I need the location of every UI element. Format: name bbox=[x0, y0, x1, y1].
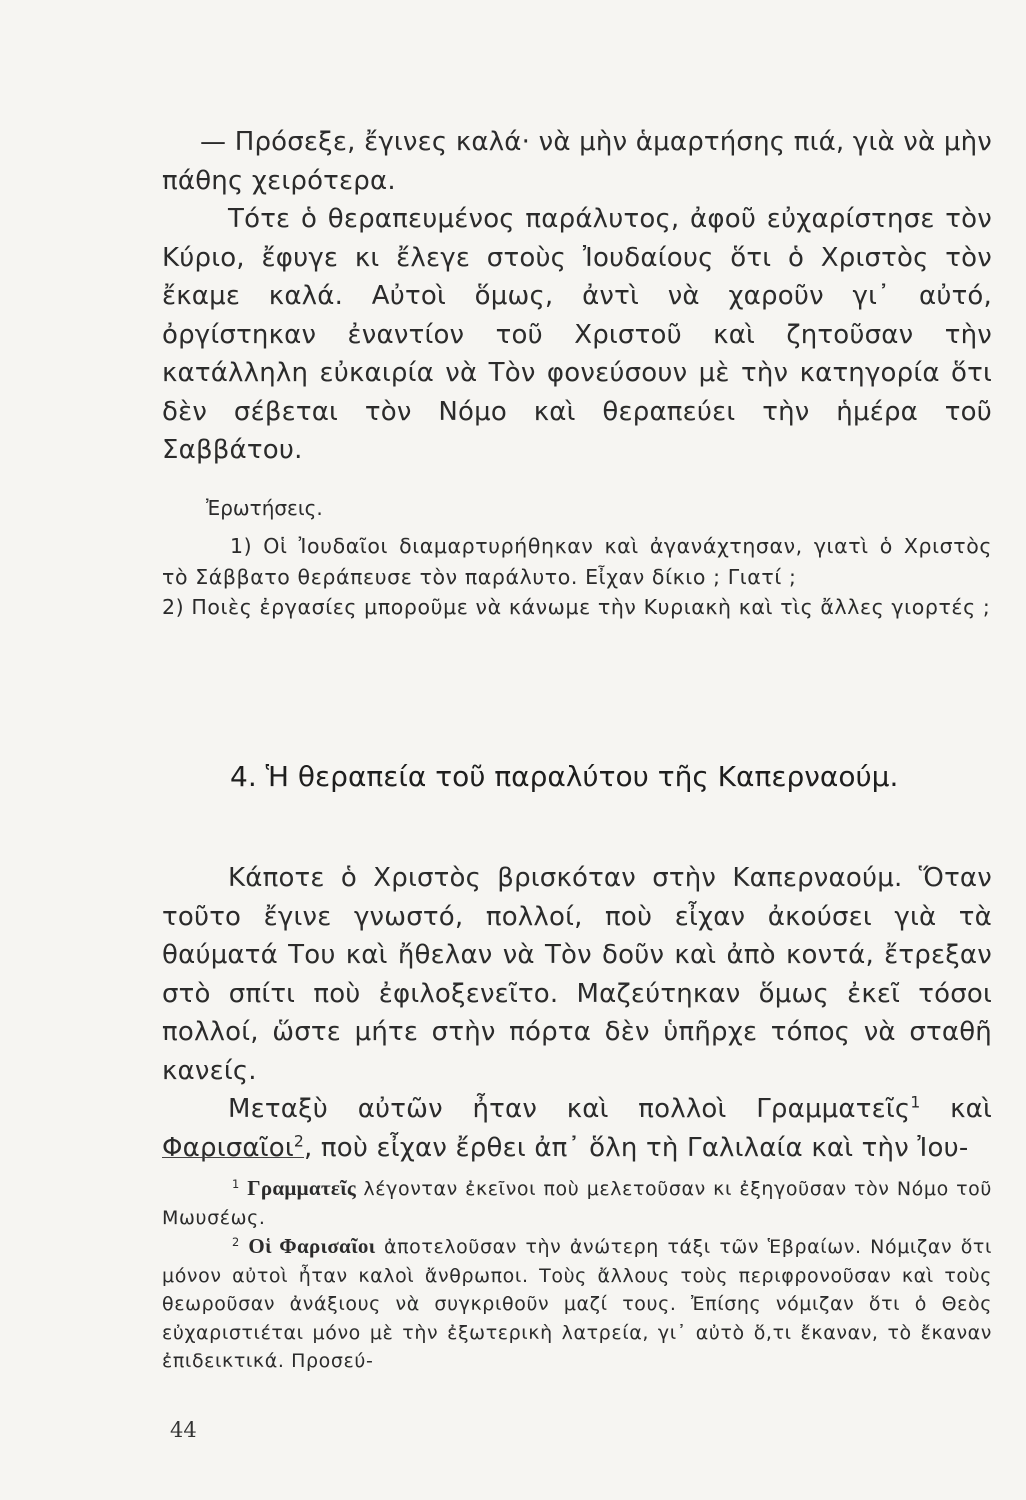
section-title: 4. Ἡ θεραπεία τοῦ παραλύτου τῆς Καπερναούμ. bbox=[230, 760, 899, 793]
footnotes bbox=[162, 1174, 992, 1376]
section-paragraph-1: Κάποτε ὁ Χριστὸς βρισκόταν στὴν Καπερναούμ. Ὅταν τοῦτο ἔγινε γνωστό, πολλοί, ποὺ εἶχαν ἀκούσει γιὰ τὰ θαύματά Του καὶ ἤθελαν νὰ Τὸν δοῦν καὶ ἀπὸ κοντά, ἔτρεξαν στὸ σπίτι ποὺ ἐφιλοξενεῖτο. Μαζεύτηκαν ὅμως ἐκεῖ τόσοι πολλοί, ὥστε μήτε στὴν πόρτα δὲν ὑπῆρχε τόπος νὰ σταθῆ κανείς. bbox=[162, 863, 992, 1086]
intro-text bbox=[162, 123, 992, 470]
questions-list bbox=[162, 531, 992, 623]
footnote-divider bbox=[162, 1157, 304, 1158]
question-2: 2) Ποιὲς ἐργασίες μποροῦμε νὰ κάνωμε τὴν Κυριακὴ καὶ τὶς ἄλλες γιορτές ; bbox=[162, 595, 991, 619]
footnote-ref-1: 1 bbox=[910, 1093, 921, 1112]
paragraph-2-part-a: Μεταξὺ αὐτῶν ἦταν καὶ πολλοὶ Γραμματεῖς bbox=[228, 1094, 911, 1124]
footnote-1-text: λέγονταν ἐκεῖνοι ποὺ μελετοῦσαν κι ἐξηγοῦσαν τὸν Νόμο τοῦ Μωυσέως. bbox=[162, 1178, 992, 1229]
footnote-2 bbox=[162, 1232, 992, 1376]
paragraph-2-part-b: καὶ Φαρισαῖοι bbox=[162, 1094, 992, 1163]
footnote-2-text: ἀποτελοῦσαν τὴν ἀνώτερη τάξι τῶν Ἑβραίων. Νόμιζαν ὅτι μόνον αὐτοὶ ἦταν καλοὶ ἄνθρωποι. Τοὺς ἄλλους τοὺς περιφρονοῦσαν καὶ τοὺς θεωροῦσαν ἀνάξιους νὰ συγκριθοῦν μαζί τους. Ἐπίσης νόμιζαν ὅτι ὁ Θεὸς εὐχαριστιέται μόνο μὲ τὴν ἐξωτερικὴ λατρεία, γι᾽ αὐτὸ ὅ,τι ἔκαναν, τὸ ἔκαναν ἐπιδεικτικά. Προσεύ- bbox=[162, 1236, 992, 1372]
question-1: 1) Οἱ Ἰουδαῖοι διαμαρτυρήθηκαν καὶ ἀγανάχτησαν, γιατὶ ὁ Χριστὸς τὸ Σάββατο θεράπευσε τὸν παράλυτο. Εἶχαν δίκιο ; Γιατί ; bbox=[162, 534, 992, 589]
footnote-1 bbox=[162, 1174, 992, 1232]
page-number: 44 bbox=[170, 1418, 197, 1442]
footnote-1-number: 1 bbox=[232, 1177, 240, 1192]
footnote-1-term: Γραμματεῖς bbox=[247, 1176, 357, 1200]
intro-paragraph-2: Τότε ὁ θεραπευμένος παράλυτος, ἀφοῦ εὐχαρίστησε τὸν Κύριο, ἔφυγε κι ἔλεγε στοὺς Ἰουδαίους ὅτι ὁ Χριστὸς τὸν ἔκαμε καλά. Αὐτοὶ ὅμως, ἀντὶ νὰ χαροῦν γι᾽ αὐτό, ὀργίστηκαν ἐναντίον τοῦ Χριστοῦ καὶ ζητοῦσαν τὴν κατάλληλη εὐκαιρία νὰ Τὸν φονεύσουν μὲ τὴν κατηγορία ὅτι δὲν σέβεται τὸν Νόμο καὶ θεραπεύει τὴν ἡμέρα τοῦ Σαββάτου. bbox=[162, 204, 992, 465]
footnote-ref-2: 2 bbox=[293, 1132, 304, 1151]
questions-heading: Ἐρωτήσεις. bbox=[206, 496, 323, 520]
footnote-2-term: Οἱ Φαρισαῖοι bbox=[248, 1234, 376, 1258]
section-paragraph-2 bbox=[162, 1090, 992, 1167]
intro-paragraph-1: — Πρόσεξε, ἔγινες καλά· νὰ μὴν ἁμαρτήσης πιά, γιὰ νὰ μὴν πάθης χειρότερα. bbox=[162, 127, 992, 196]
paragraph-2-part-c: , ποὺ εἶχαν ἔρθει ἀπ᾽ ὅλη τὴ Γαλιλαία καὶ τὴν Ἰου- bbox=[303, 1132, 969, 1163]
footnote-2-number: 2 bbox=[232, 1235, 240, 1250]
section-body bbox=[162, 859, 992, 1167]
